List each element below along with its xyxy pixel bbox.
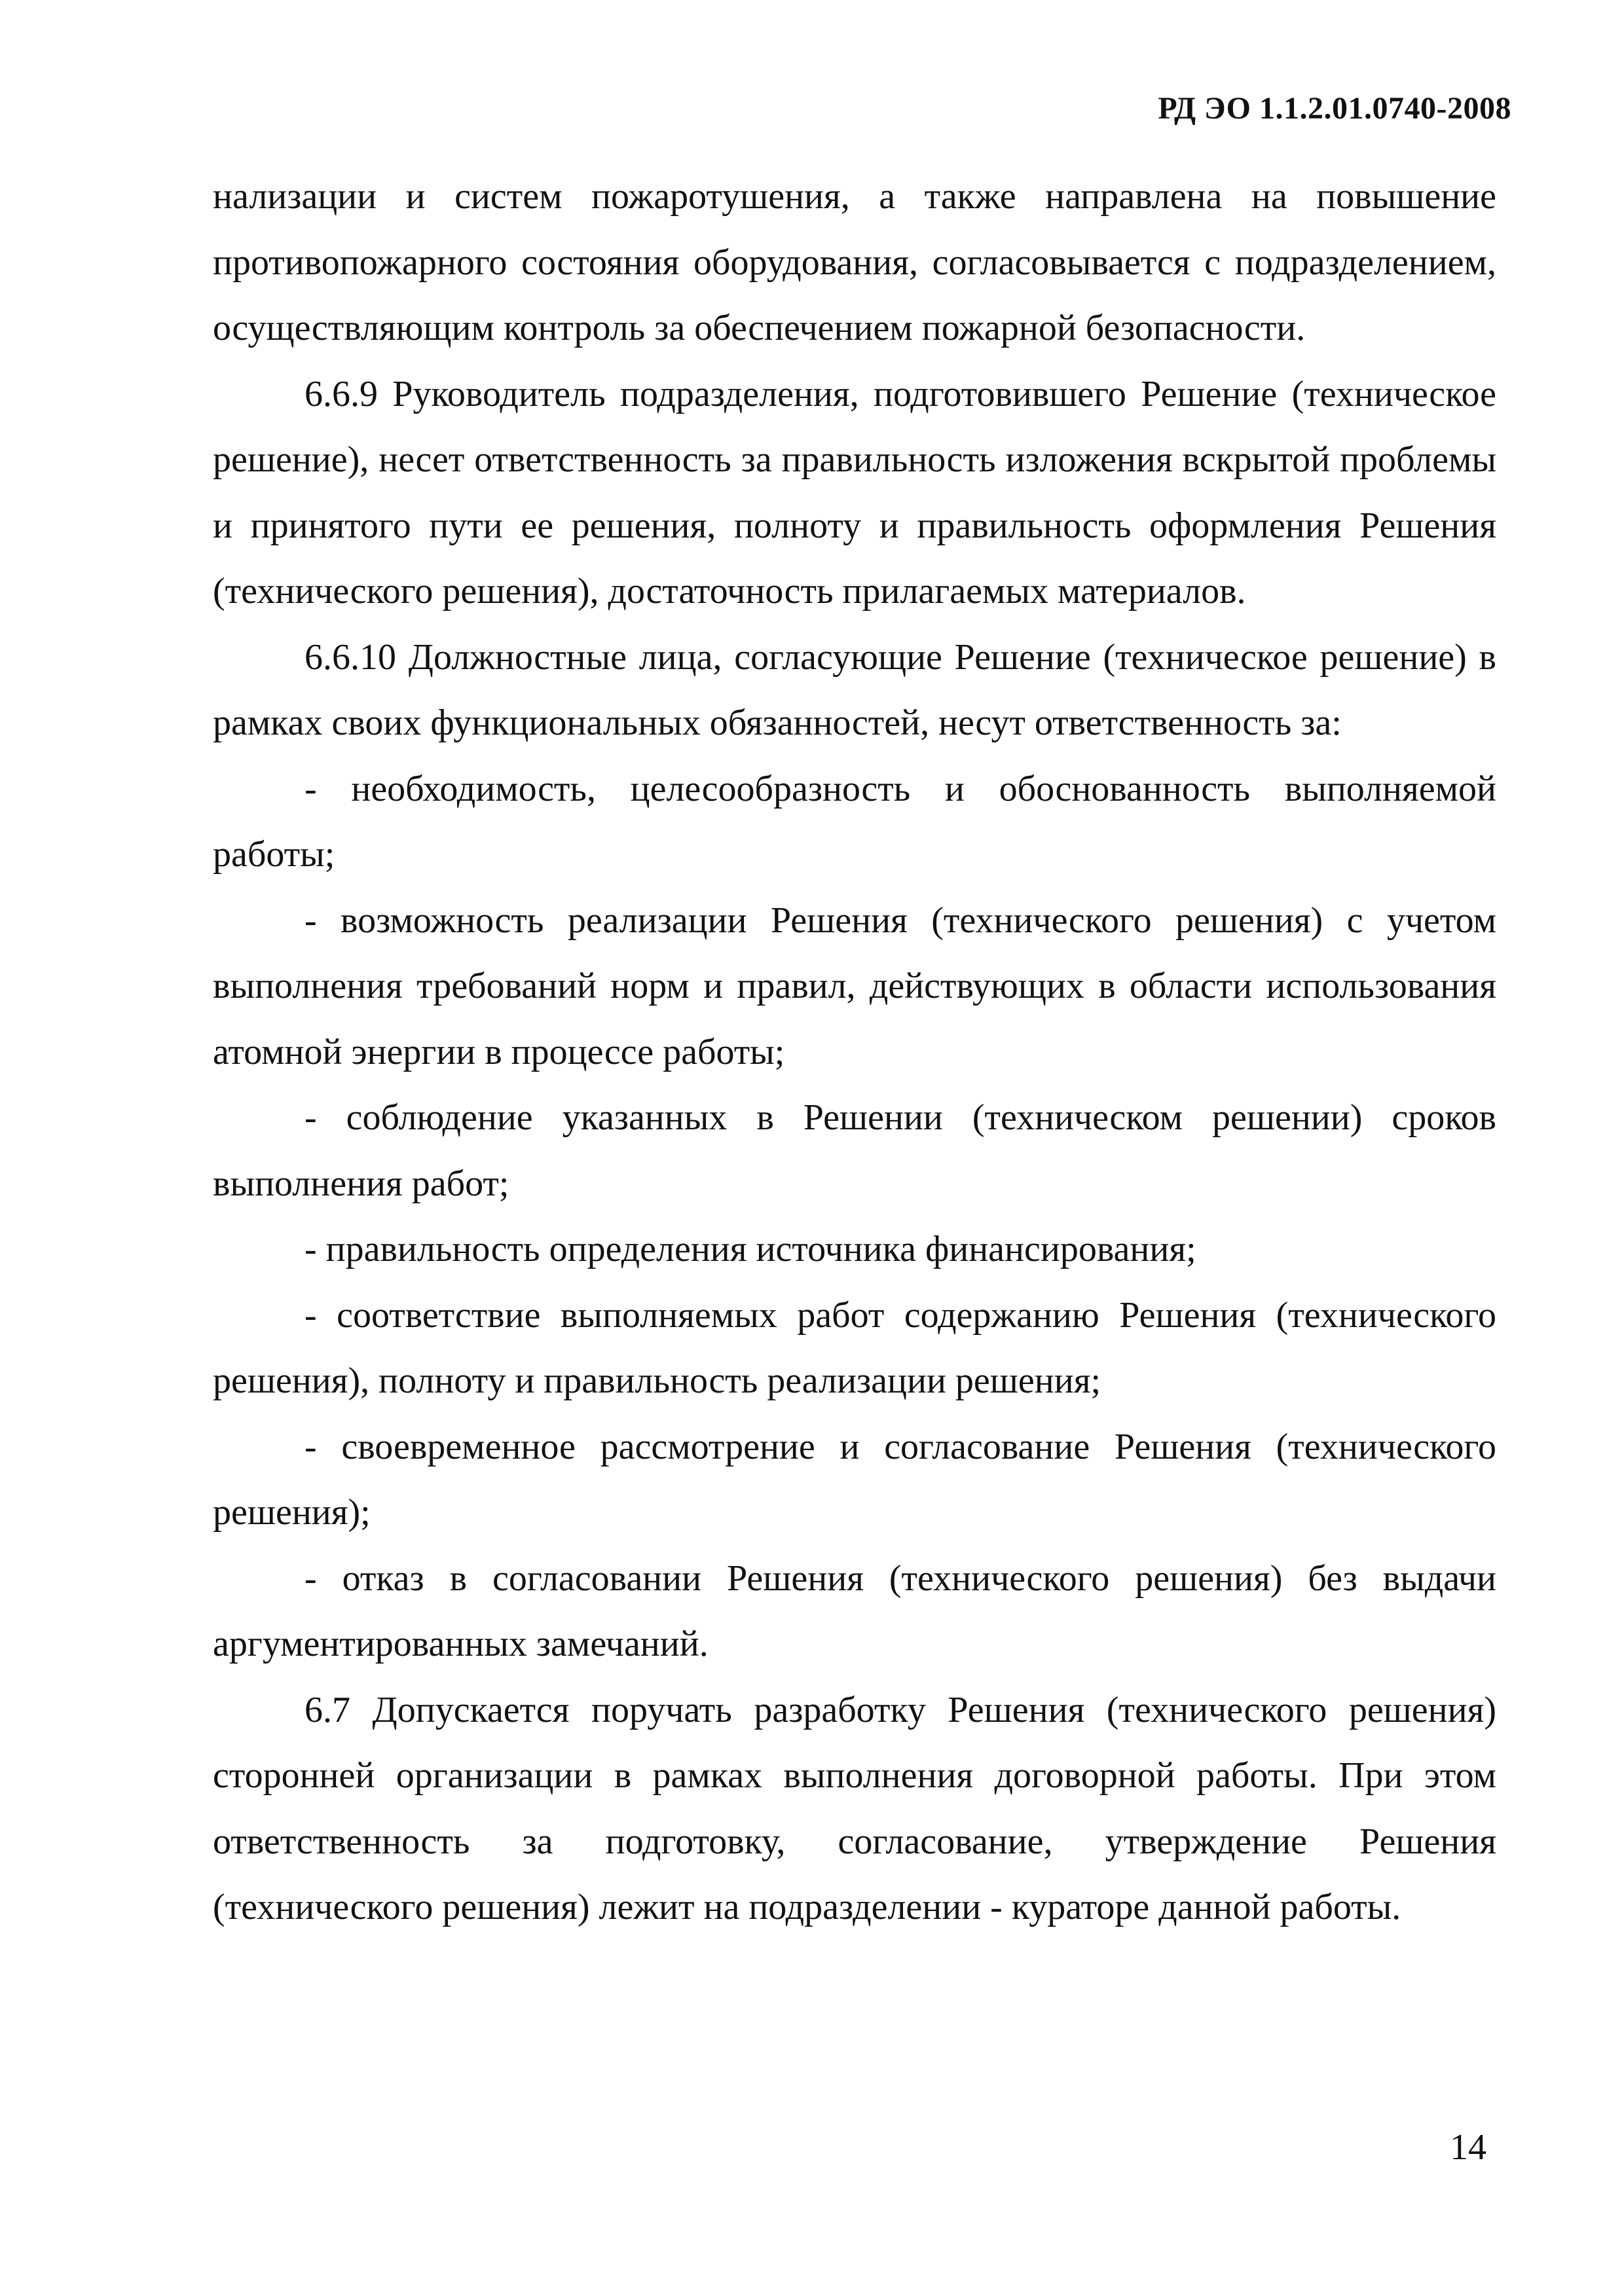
list-item: - соблюдение указанных в Решении (техническом решении) сроков выполнения работ;	[213, 1097, 1496, 1204]
document-code-header: РД ЭО 1.1.2.01.0740-2008	[1158, 91, 1511, 126]
list-item: - возможность реализации Решения (технического решения) с учетом выполнения требований норм и правил, действующих в области использования атомной энергии в процессе работы;	[213, 900, 1496, 1072]
document-body	[213, 164, 1496, 1941]
page-number: 14	[1450, 2127, 1486, 2168]
paragraph-6-6-10: 6.6.10 Должностные лица, согласующие Решение (техническое решение) в рамках своих функциональных обязанностей, несут ответственность за:	[213, 636, 1496, 743]
list-item: - правильность определения источника финансирования;	[304, 1229, 1196, 1269]
list-item: - своевременное рассмотрение и согласование Решения (технического решения);	[213, 1426, 1496, 1533]
paragraph-6-7: 6.7 Допускается поручать разработку Решения (технического решения) сторонней организации в рамках выполнения договорной работы. При этом ответственность за подготовку, согласование, утверждение Решения (технического решения) лежит на подразделении - кураторе данной работы.	[213, 1689, 1496, 1927]
list-item: - соответствие выполняемых работ содержанию Решения (технического решения), полноту и правильность реализации решения;	[213, 1294, 1496, 1401]
paragraph-6-6-9: 6.6.9 Руководитель подразделения, подготовившего Решение (техническое решение), несет ответственность за правильность изложения вскрытой проблемы и принятого пути ее решения, полноту и правильность оформления Решения (технического решения), достаточность прилагаемых материалов.	[213, 373, 1496, 611]
list-item: - необходимость, целесообразность и обоснованность выполняемой работы;	[213, 768, 1496, 875]
list-item: - отказ в согласовании Решения (технического решения) без выдачи аргументированных замечаний.	[213, 1558, 1496, 1664]
paragraph-continuation: нализации и систем пожаротушения, а также направлена на повышение противопожарного состояния оборудования, согласовывается с подразделением, осуществляющим контроль за обеспечением пожарной безопасности.	[213, 176, 1496, 348]
